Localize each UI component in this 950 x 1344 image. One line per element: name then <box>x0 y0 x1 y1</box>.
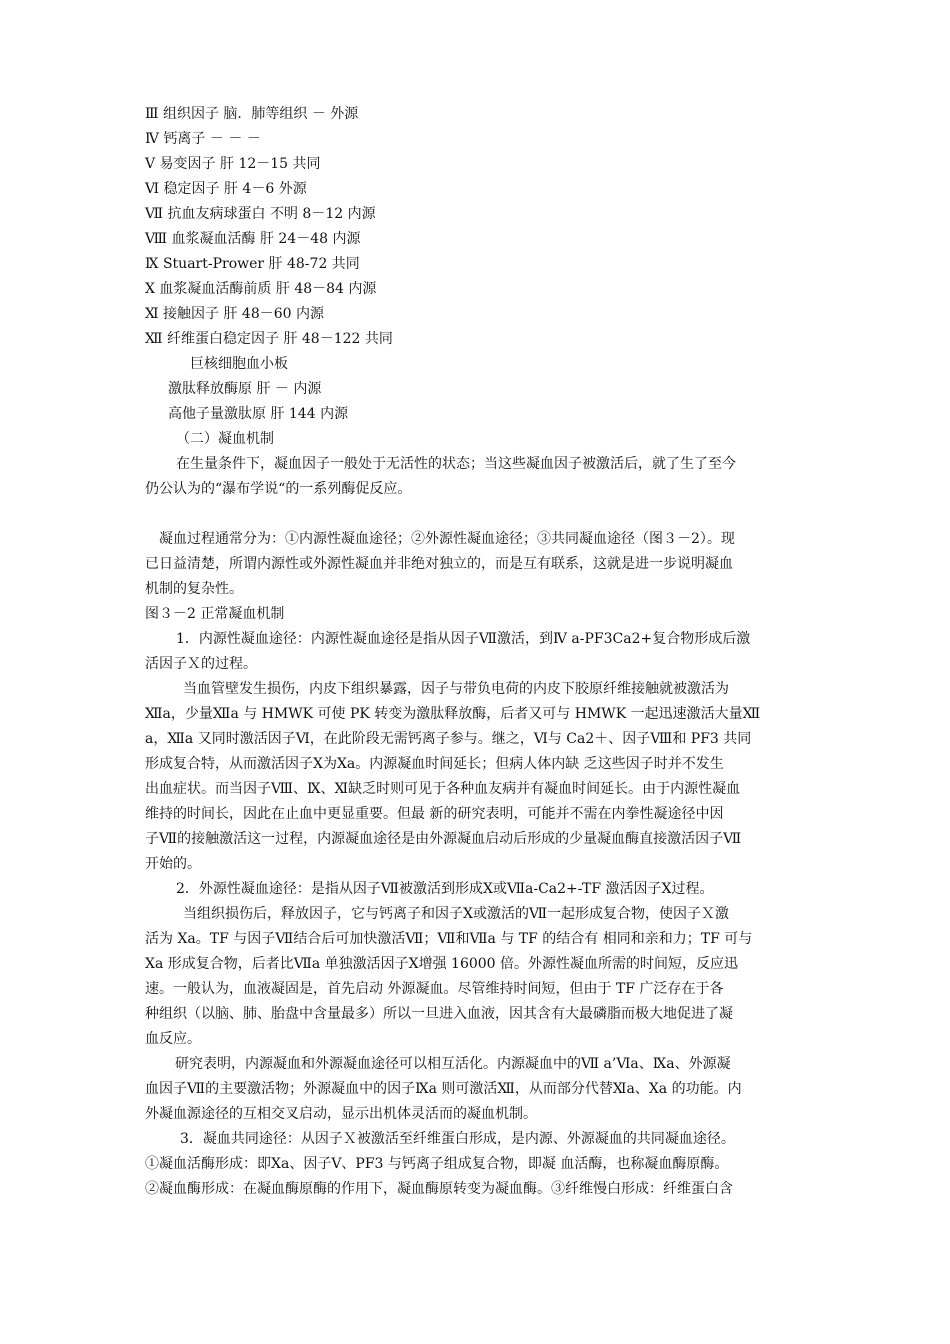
text-line: 开始的。 <box>145 856 201 872</box>
extra-factor-row: 巨核细胞血小板 <box>190 356 288 372</box>
text-line: a，Ⅻa 又同时激活因子Ⅵ，在此阶段无需钙离子参与。继之，Ⅵ与 Ca2＋、因子Ⅷ和 PF3 共同 <box>145 731 752 747</box>
text-line: 速。一般认为，血液凝固是，首先启动 外源凝血。尽管维持时间短，但由于 TF 广泛存在于各 <box>145 981 724 997</box>
text-line: 活为 Xa。TF 与因子Ⅶ结合后可加快激活Ⅶ；Ⅶ和Ⅶa 与 TF 的结合有 相同和亲和力；TF 可与 <box>145 931 753 947</box>
factor-row: Ⅹ 血浆凝血活酶前质 肝 48－84 内源 <box>145 281 377 297</box>
section-title: （二）凝血机制 <box>176 431 274 447</box>
factor-row: Ⅶ 抗血友病球蛋白 不明 8－12 内源 <box>145 206 376 222</box>
text-line: 1．内源性凝血途径：内源性凝血途径是指从因子Ⅶ激活，到Ⅳ a-PF3Ca2+复合物形成后激 <box>176 631 751 647</box>
text-line: 已日益清楚，所谓内源性或外源性凝血并非绝对独立的，而是互有联系，这就是进一步说明凝血 <box>145 556 733 572</box>
text-line: 外凝血源途径的互相交叉启动，显示出机体灵活而的凝血机制。 <box>145 1106 537 1122</box>
factor-row: Ⅻ 纤维蛋白稳定因子 肝 48－122 共同 <box>145 331 393 347</box>
extra-factor-row: 高他子量激肽原 肝 144 内源 <box>168 406 349 422</box>
factor-row: Ⅳ 钙离子 － － － <box>145 131 261 147</box>
text-line: 维持的时间长，因此在止血中更显重要。但最 新的研究表明，可能并不需在内拳性凝途径中因 <box>145 806 724 822</box>
text-line: 机制的复杂性。 <box>145 581 243 597</box>
text-line: 血因子Ⅶ的主要激活物；外源凝血中的因子Ⅸa 则可激活Ⅻ，从而部分代替Ⅺa、Ⅹa 的功能。内 <box>145 1081 742 1097</box>
item2-heading: 2．外源性凝血途径：是指从因子Ⅶ被激活到形成Ⅹ或Ⅶa-Ca2+-TF 激活因子Ⅹ过程。 <box>176 881 714 897</box>
text-line: 3．凝血共同途径：从因子Ｘ被激活至纤维蛋白形成，是内源、外源凝血的共同凝血途径。 <box>180 1131 735 1147</box>
text-line: ②凝血酶形成：在凝血酶原酶的作用下，凝血酶原转变为凝血酶。③纤维慢白形成：纤维蛋白含 <box>145 1181 733 1197</box>
text-line: 血反应。 <box>145 1031 201 1047</box>
text-line: Ⅻa，少量Ⅻa 与 HMWK 可使 PK 转变为激肽释放酶，后者又可与 HMWK 一起迅速激活大量Ⅻ <box>145 706 761 722</box>
factor-row: Ⅵ 稳定因子 肝 4－6 外源 <box>145 181 307 197</box>
text-line: Ⅹa 形成复合物，后者比Ⅶa 单独激活因子Ⅹ增强 16000 倍。外源性凝血所需的时间短，反应迅 <box>145 956 739 972</box>
factor-row: Ⅴ 易变因子 肝 12－15 共同 <box>145 156 321 172</box>
text-line: 当组织损伤后，释放因子，它与钙离子和因子Ⅹ或激活的Ⅶ一起形成复合物，使因子Ｘ激 <box>183 906 730 922</box>
factor-row: Ⅺ 接触因子 肝 48－60 内源 <box>145 306 324 322</box>
extra-factor-row: 激肽释放酶原 肝 － 内源 <box>168 381 322 397</box>
factor-row: Ⅸ Stuart-Prower 肝 48-72 共同 <box>145 256 360 272</box>
figure-caption: 图３－2 正常凝血机制 <box>145 606 285 622</box>
factor-row: Ⅲ 组织因子 脑．肺等组织 － 外源 <box>145 106 359 122</box>
text-line: 形成复合特，从而激活因子Ⅹ为Ⅹa。内源凝血时间延长；但病人体内缺 乏这些因子时并不发生 <box>145 756 724 772</box>
text-line: 活因子Ｘ的过程。 <box>145 656 257 672</box>
text-line: 凝血过程通常分为：①内源性凝血途径；②外源性凝血途径；③共同凝血途径（图３－2）。现 <box>159 531 735 547</box>
text-line: 仍公认为的“瀑布学说“的一系列酶促反应。 <box>145 481 412 497</box>
text-line: ①凝血活酶形成：即Ⅹa、因子Ⅴ、PF3 与钙离子组成复合物，即凝 血活酶，也称凝血酶原酶。 <box>145 1156 729 1172</box>
text-line: 研究表明，内源凝血和外源凝血途径可以相互活化。内源凝血中的Ⅶ a’Ⅵa、Ⅸa、外源凝 <box>175 1056 731 1072</box>
factor-row: Ⅷ 血浆凝血活酶 肝 24－48 内源 <box>145 231 361 247</box>
text-line: 子Ⅶ的接触激活这一过程，内源凝血途径是由外源凝血启动后形成的少量凝血酶直接激活因子Ⅶ <box>145 831 742 847</box>
text-line: 在生量条件下，凝血因子一般处于无活性的状态；当这些凝血因子被激活后，就了生了至今 <box>176 456 736 472</box>
text-line: 出血症状。而当因子Ⅷ、Ⅸ、Ⅺ缺乏时则可见于各种血友病并有凝血时间延长。由于内源性凝血 <box>145 781 741 797</box>
text-line: 种组织（以脑、肺、胎盘中含量最多）所以一旦进入血液，因其含有大最磷脂而极大地促进了凝 <box>145 1006 733 1022</box>
text-line: 当血管壁发生损伤，内皮下组织暴露，因子与带负电荷的内皮下胶原纤维接触就被激活为 <box>183 681 729 697</box>
